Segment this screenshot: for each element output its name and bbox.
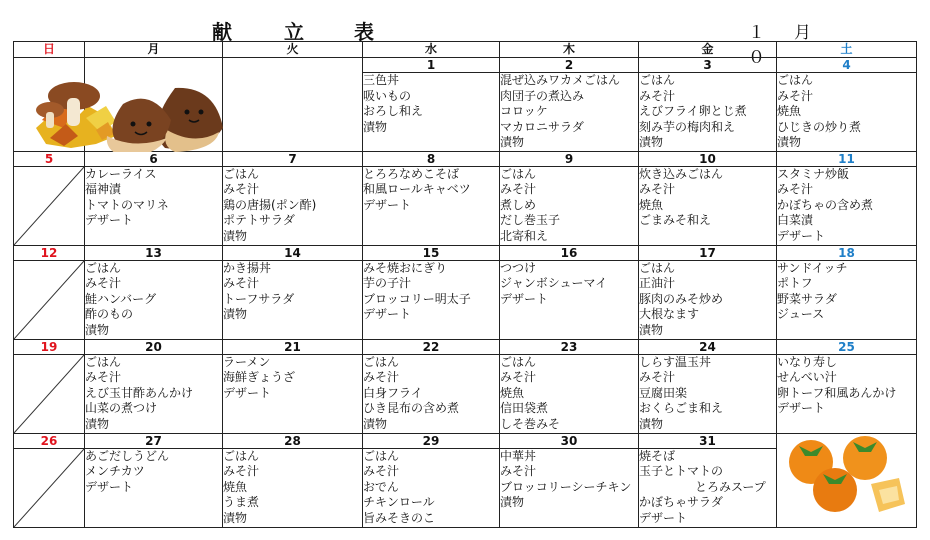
menu-item: だし巻玉子	[500, 213, 561, 227]
chestnuts-illustration-edge	[223, 58, 363, 152]
menu-item: デザート	[500, 291, 549, 306]
menu-item: みそ汁	[85, 276, 122, 290]
menu-item: みそ汁	[639, 88, 676, 103]
menu-item: かき揚丼	[223, 260, 272, 275]
date-number: 6	[85, 151, 223, 166]
menu-item: 漬物	[639, 322, 664, 337]
menu-item: ポトフ	[777, 276, 813, 290]
menu-cell	[223, 166, 363, 245]
menu-item: みそ汁	[223, 464, 260, 478]
menu-item: ごはん	[363, 448, 400, 463]
menu-item: 炊き込みごはん	[639, 166, 724, 181]
sunday-no-menu-cell	[14, 166, 85, 245]
weekday-wed: 水	[363, 42, 500, 58]
menu-item: 煮しめ	[500, 197, 537, 212]
date-number: 31	[639, 433, 777, 448]
menu-item: 大根なます	[639, 307, 700, 321]
menu-item: サンドイッチ	[777, 260, 848, 275]
menu-item: 刻み芋の梅肉和え	[639, 119, 736, 134]
menu-item: 漬物	[500, 135, 525, 149]
menu-item: ごはん	[639, 260, 676, 275]
menu-item: 吸いもの	[363, 88, 412, 103]
menu-cell	[85, 448, 223, 527]
menu-cell	[223, 448, 363, 527]
menu-item: 酢のもの	[85, 307, 134, 321]
menu-item: ジュース	[777, 307, 825, 321]
menu-item: みそ汁	[777, 182, 814, 196]
menu-item: ブロッコリーシーチキン	[500, 479, 632, 494]
menu-item: ごはん	[500, 166, 537, 181]
date-number: 14	[223, 245, 363, 260]
menu-item: おろし和え	[363, 104, 424, 118]
menu-item: えび玉甘酢あんかけ	[85, 385, 194, 400]
menu-cell	[500, 73, 639, 152]
menu-item: 和風ロールキャベツ	[363, 182, 471, 196]
menu-cell	[639, 73, 777, 152]
menu-item: チキンロール	[363, 495, 435, 509]
menu-item: 信田袋煮	[500, 401, 549, 415]
weekday-thu: 木	[500, 42, 639, 58]
menu-cell	[500, 260, 639, 339]
picture-cell-sun	[14, 58, 85, 152]
menu-cell	[363, 354, 500, 433]
menu-cell	[777, 73, 917, 152]
menu-cell	[363, 73, 500, 152]
persimmons-illustration	[777, 434, 917, 528]
menu-row	[14, 354, 917, 433]
menu-item: 山菜の煮つけ	[85, 401, 158, 415]
date-number: 1	[363, 58, 500, 73]
menu-item: 北寄和え	[500, 228, 549, 243]
diagonal-slash	[14, 261, 84, 339]
menu-item: ごはん	[85, 354, 122, 369]
menu-item: スタミナ炒飯	[777, 166, 850, 181]
menu-item: デザート	[639, 510, 688, 525]
menu-item: 焼魚	[777, 104, 802, 118]
date-number: 7	[223, 151, 363, 166]
menu-item: みそ汁	[223, 276, 260, 290]
menu-item: ごまみそ和え	[639, 213, 712, 227]
picture-cell-sat	[777, 433, 917, 527]
date-row	[14, 339, 917, 354]
menu-item: 福神漬	[85, 182, 122, 196]
picture-cell-tue	[223, 58, 363, 152]
menu-row	[14, 166, 917, 245]
menu-item: ごはん	[639, 73, 676, 87]
date-row	[14, 151, 917, 166]
date-number: 19	[14, 339, 85, 354]
menu-cell	[363, 260, 500, 339]
menu-cell	[500, 354, 639, 433]
menu-item: おでん	[363, 479, 399, 494]
menu-item: みそ汁	[85, 370, 122, 384]
sunday-no-menu-cell	[14, 354, 85, 433]
diagonal-slash	[14, 449, 84, 527]
date-number: 3	[639, 58, 777, 73]
menu-item: ごはん	[223, 166, 260, 181]
menu-item: ポテトサラダ	[223, 213, 295, 227]
date-number: 12	[14, 245, 85, 260]
menu-item: あごだしうどん	[85, 448, 170, 463]
menu-item: 焼そば	[639, 448, 676, 463]
menu-item: 漬物	[223, 510, 248, 525]
menu-item: 焼魚	[639, 197, 664, 212]
menu-item: デザート	[223, 385, 272, 400]
menu-item: 漬物	[363, 416, 388, 431]
date-number: 16	[500, 245, 639, 260]
menu-cell	[363, 166, 500, 245]
menu-item: 漬物	[639, 416, 664, 431]
date-number: 20	[85, 339, 223, 354]
menu-cell	[777, 260, 917, 339]
date-row	[14, 58, 917, 73]
sunday-no-menu-cell	[14, 448, 85, 527]
weekday-header-row	[14, 42, 917, 58]
date-number: 15	[363, 245, 500, 260]
sunday-no-menu-cell	[14, 260, 85, 339]
picture-cell-mon	[85, 58, 223, 152]
menu-item: かぼちゃサラダ	[639, 495, 723, 509]
menu-item: うま煮	[223, 495, 260, 509]
menu-item: みそ汁	[363, 370, 400, 384]
weekday-tue: 火	[223, 42, 363, 58]
date-number: 17	[639, 245, 777, 260]
menu-item: みそ汁	[777, 88, 814, 103]
menu-item: 豚肉のみそ炒め	[639, 291, 724, 306]
menu-item: みそ汁	[500, 464, 537, 478]
menu-row	[14, 260, 917, 339]
chestnuts-illustration	[85, 58, 225, 152]
menu-item: 鮭ハンバーグ	[85, 291, 157, 306]
month-unit: 月	[794, 23, 811, 43]
title-char: 立	[284, 20, 304, 44]
menu-item: トマトのマリネ	[85, 197, 169, 212]
menu-item: 正油汁	[639, 276, 676, 290]
date-number: 21	[223, 339, 363, 354]
date-number: 10	[639, 151, 777, 166]
date-number: 2	[500, 58, 639, 73]
menu-cell	[363, 448, 500, 527]
menu-cell	[85, 260, 223, 339]
date-number: 27	[85, 433, 223, 448]
menu-item: しそ巻みそ	[500, 416, 561, 431]
title-char: 献	[212, 20, 232, 44]
menu-item: とろろなめこそば	[363, 166, 460, 181]
menu-item: デザート	[363, 197, 412, 212]
menu-item: 漬物	[777, 135, 802, 149]
menu-item: デザート	[85, 479, 134, 494]
month-number: １０	[748, 23, 765, 68]
menu-item: マカロニサラダ	[500, 119, 584, 134]
menu-item: 漬物	[500, 495, 525, 509]
menu-cell	[223, 260, 363, 339]
weekday-sat: 土	[777, 42, 917, 58]
date-number: 11	[777, 151, 917, 166]
menu-item: 漬物	[223, 307, 248, 321]
menu-cell	[223, 354, 363, 433]
date-number: 25	[777, 339, 917, 354]
menu-item: 焼魚	[223, 479, 248, 494]
menu-item: 白身フライ	[363, 385, 423, 400]
date-number: 4	[777, 58, 917, 73]
menu-item: みそ汁	[639, 370, 676, 384]
menu-item: デザート	[363, 307, 412, 321]
menu-item: みそ汁	[500, 370, 537, 384]
date-number: 8	[363, 151, 500, 166]
menu-item: 漬物	[223, 228, 248, 243]
menu-item: 白菜漬	[777, 213, 814, 227]
menu-item: 芋の子汁	[363, 276, 412, 290]
menu-item: 玉子とトマトの	[639, 464, 724, 478]
menu-item: ごはん	[500, 354, 537, 369]
date-number: 18	[777, 245, 917, 260]
menu-item: ごはん	[777, 73, 814, 87]
menu-item: とろみスープ	[695, 479, 766, 494]
date-row	[14, 433, 917, 448]
menu-item: 旨みそきのこ	[363, 510, 436, 525]
date-row	[14, 245, 917, 260]
menu-item: 焼魚	[500, 385, 525, 400]
menu-item: デザート	[777, 228, 826, 243]
date-number: 26	[14, 433, 85, 448]
menu-item: 卵トーフ和風あんかけ	[777, 385, 897, 400]
diagonal-slash	[14, 167, 84, 245]
menu-cell	[85, 166, 223, 245]
menu-item: えびフライ卵とじ煮	[639, 104, 747, 118]
menu-item: 漬物	[639, 135, 664, 149]
menu-item: みそ汁	[363, 464, 400, 478]
menu-calendar	[13, 41, 917, 528]
menu-item: コロッケ	[500, 104, 548, 118]
menu-item: ジャンボシューマイ	[500, 276, 608, 290]
menu-item: ごはん	[85, 260, 122, 275]
menu-item: みそ汁	[639, 182, 676, 196]
menu-item: 豆腐田楽	[639, 385, 688, 400]
menu-item: みそ汁	[500, 182, 537, 196]
menu-item: ごはん	[223, 448, 260, 463]
menu-item: 中華丼	[500, 448, 537, 463]
menu-item: 鶏の唐揚(ポン酢)	[223, 197, 317, 212]
menu-item: 三色丼	[363, 73, 400, 87]
diagonal-slash	[14, 355, 84, 433]
menu-cell	[500, 448, 639, 527]
menu-item: みそ汁	[223, 182, 260, 196]
date-number: 29	[363, 433, 500, 448]
menu-item: つつけ	[500, 260, 537, 275]
date-number: 9	[500, 151, 639, 166]
menu-cell	[639, 448, 777, 527]
date-number: 30	[500, 433, 639, 448]
menu-item: 漬物	[85, 322, 110, 337]
menu-item: 漬物	[363, 119, 388, 134]
menu-item: かぼちゃの含め煮	[777, 197, 874, 212]
menu-cell	[639, 354, 777, 433]
menu-item: おくらごま和え	[639, 401, 724, 415]
menu-item: メンチカツ	[85, 464, 145, 478]
menu-item: 肉団子の煮込み	[500, 88, 585, 103]
menu-item: しらす温玉丼	[639, 354, 712, 369]
weekday-mon: 月	[85, 42, 223, 58]
menu-item: 海鮮ぎょうざ	[223, 370, 296, 384]
menu-item: デザート	[777, 401, 826, 415]
menu-item: 漬物	[85, 416, 110, 431]
weekday-fri: 金	[639, 42, 777, 58]
date-number: 23	[500, 339, 639, 354]
menu-cell	[85, 354, 223, 433]
menu-cell	[777, 354, 917, 433]
date-number: 24	[639, 339, 777, 354]
menu-cell	[500, 166, 639, 245]
menu-cell	[777, 166, 917, 245]
menu-item: いなり寿し	[777, 354, 838, 369]
date-number: 22	[363, 339, 500, 354]
menu-item: カレーライス	[85, 166, 157, 181]
weekday-sun: 日	[14, 42, 85, 58]
menu-item: デザート	[85, 213, 134, 227]
menu-cell	[639, 260, 777, 339]
menu-item: ひじきの炒り煮	[777, 119, 862, 134]
menu-item: せんべい汁	[777, 370, 837, 384]
date-number: 5	[14, 151, 85, 166]
date-number: 28	[223, 433, 363, 448]
menu-item: ラーメン	[223, 354, 271, 369]
menu-item: ブロッコリー明太子	[363, 291, 471, 306]
title-char: 表	[354, 20, 374, 44]
menu-item: トーフサラダ	[223, 291, 295, 306]
menu-item: ひき昆布の含め煮	[363, 401, 460, 415]
menu-item: ごはん	[363, 354, 400, 369]
menu-item: 混ぜ込みワカメごはん	[500, 73, 621, 87]
menu-item: 野菜サラダ	[777, 291, 837, 306]
date-number: 13	[85, 245, 223, 260]
menu-cell	[639, 166, 777, 245]
menu-item: みそ焼おにぎり	[363, 260, 448, 275]
